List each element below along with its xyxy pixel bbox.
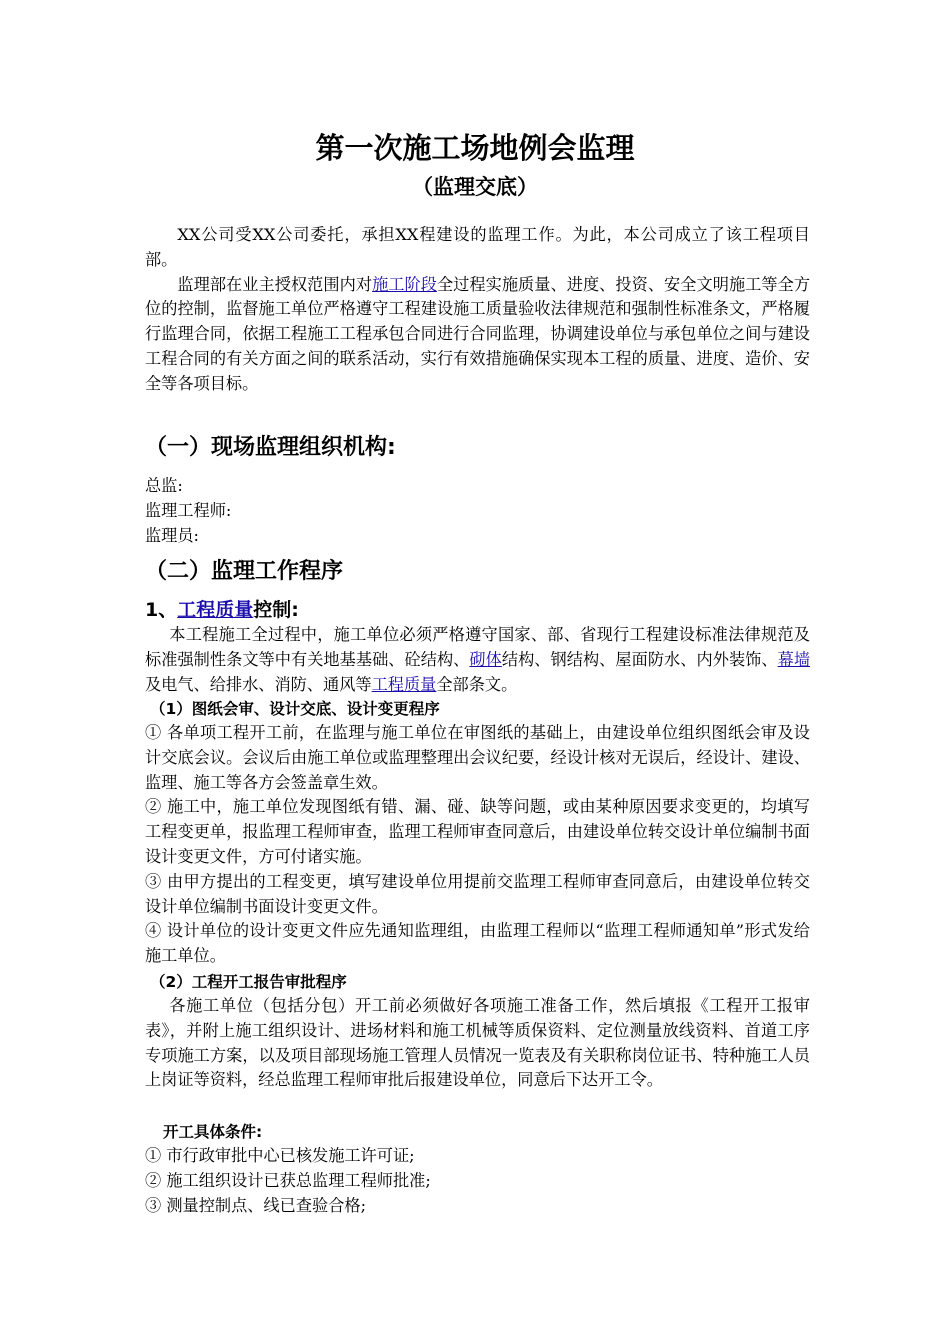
quality-text-b: 结构、钢结构、屋面防水、内外装饰、: [501, 649, 778, 669]
drawing-review-heading: （1）图纸会审、设计交底、设计变更程序: [150, 700, 440, 718]
section1-heading: （一）现场监理组织机构:: [145, 435, 396, 460]
construction-stage-link[interactable]: 施工阶段: [372, 274, 437, 294]
role-supervision-engineer: 监理工程师:: [145, 501, 232, 520]
drawing-review-point-2: ② 施工中，施工单位发现图纸有错、漏、碰、缺等问题，或由某种原因要求变更的，均填写工程变更单，报监理工程师审查，监理工程师审查同意后，由建设单位转交设计单位编制书面设计变更文件，方可付诸实施。: [145, 797, 810, 866]
intro-text-before: 监理部在业主授权范围内对: [177, 274, 373, 294]
masonry-link[interactable]: 砌体: [469, 649, 502, 669]
drawing-review-points: [145, 721, 810, 969]
curtain-wall-link[interactable]: 幕墙: [777, 649, 811, 669]
intro-text-after: 全过程实施质量、进度、投资、安全文明施工等全方位的控制，监督施工单位严格遵守工程建设施工质量验收法律规范和强制性标准条文，严格履行监理合同，依据工程施工工程承包合同进行合同监理，协调建设单位与承包单位之间与建设工程合同的有关方面之间的联系活动，实行有效措施确保实现本工程的质量、进度、造价、安全等各项目标。: [145, 274, 811, 393]
role-chief-supervisor: 总监:: [145, 476, 183, 495]
engineering-quality-link[interactable]: 工程质量: [177, 599, 254, 621]
quality-text-a: 本工程施工全过程中，施工单位必须严格遵守国家、部、省现行工程建设标准法律规范及标准强制性条文等中有关地基基础、砼结构、: [145, 625, 810, 669]
drawing-review-point-1: ① 各单项工程开工前，在监理与施工单位在审图纸的基础上，由建设单位组织图纸会审及设计交底会议。会议后由施工单位或监理整理出会议纪要，经设计核对无误后，经设计、建设、监理、施工等各方会签盖章生效。: [145, 723, 810, 792]
intro-section: [145, 223, 810, 397]
quality-control-paragraph: [145, 623, 810, 697]
condition-item-2: ② 施工组织设计已获总监理工程师批准;: [145, 1171, 431, 1190]
quality-text-d: 全部条文。: [436, 674, 518, 694]
commencement-conditions-heading: 开工具体条件:: [163, 1123, 263, 1141]
intro-paragraph-1: XX公司受XX公司委托，承担XX程建设的监理工作。为此，本公司成立了该工程项目部。: [145, 225, 810, 269]
condition-item-1: ① 市行政审批中心已核发施工许可证;: [145, 1146, 415, 1165]
condition-item-3: ③ 测量控制点、线已查验合格;: [145, 1196, 367, 1215]
section2-heading: （二）监理工作程序: [145, 559, 344, 584]
intro-paragraph-2: [145, 273, 810, 397]
commencement-report-heading: （2）工程开工报告审批程序: [150, 973, 347, 991]
quality-control-body: [145, 623, 810, 697]
quality-text-c: 及电气、给排水、消防、通风等: [145, 674, 372, 694]
commencement-report-paragraph: 各施工单位（包括分包）开工前必须做好各项施工准备工作，然后填报《工程开工报审表》，并附上施工组织设计、进场材料和施工机械等质保资料、定位测量放线资料、首道工序专项施工方案，以及项目部现场施工管理人员情况一览表及有关职称岗位证书、特种施工人员上岗证等资料，经总监理工程师审批后报建设单位，同意后下达开工令。: [145, 996, 810, 1090]
quality-control-heading: [145, 596, 299, 624]
quality-control-prefix: 1、: [145, 599, 178, 621]
page-subtitle: （监理交底）: [412, 175, 538, 199]
page-title: 第一次施工场地例会监理: [315, 131, 635, 165]
drawing-review-point-4: ④ 设计单位的设计变更文件应先通知监理组，由监理工程师以“监理工程师通知单”形式发给施工单位。: [145, 921, 810, 966]
role-supervisor: 监理员:: [145, 526, 200, 545]
drawing-review-point-3: ③ 由甲方提出的工程变更，填写建设单位用提前交监理工程师审查同意后，由建设单位转交设计单位编制书面设计变更文件。: [145, 871, 810, 916]
engineering-quality-link-2[interactable]: 工程质量: [371, 674, 437, 694]
quality-control-suffix: 控制:: [253, 599, 299, 621]
commencement-report-body: [145, 994, 810, 1093]
